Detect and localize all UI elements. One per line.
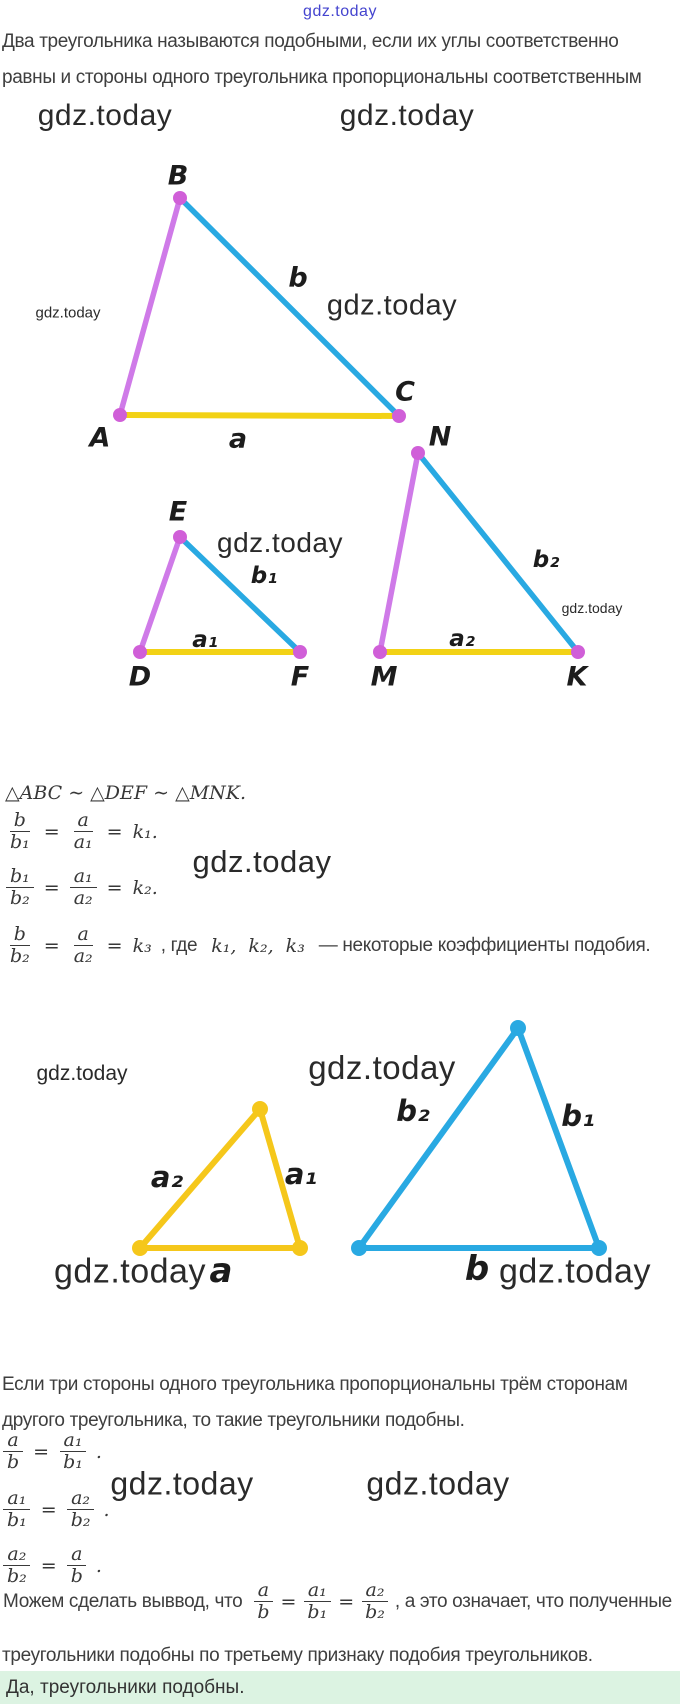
coefficients-note-text: , где	[160, 934, 203, 956]
answer-bar	[0, 1671, 680, 1704]
numerator: b	[10, 924, 30, 946]
side-b1-label: b₁	[250, 563, 278, 589]
side-a-label: a	[228, 423, 248, 455]
numerator: a₁	[60, 1430, 87, 1452]
fraction	[253, 1580, 273, 1624]
denominator: b₂	[70, 1509, 91, 1532]
equals-sign: =	[43, 820, 60, 843]
watermark: gdz.today	[561, 600, 623, 616]
blue-apex-dot	[510, 1020, 526, 1036]
watermark: gdz.today	[110, 1465, 254, 1502]
denominator: b₂	[7, 1565, 27, 1588]
denominator: b₂	[365, 1601, 385, 1624]
numerator: a	[74, 810, 93, 832]
numerator: a₂	[67, 1488, 94, 1510]
watermark: gdz.today	[37, 99, 173, 132]
denominator: a₁	[73, 831, 93, 854]
yellow-apex-dot	[252, 1101, 268, 1117]
coefficient-k1: k₁.	[132, 820, 158, 843]
ratio-row-3	[6, 924, 650, 968]
fraction	[70, 924, 97, 968]
intro-line-2: равны и стороны одного треугольника пропорциональны соответственным	[2, 67, 642, 88]
coefficient-k3: k₃	[132, 934, 152, 957]
denominator: b	[70, 1565, 83, 1588]
equals-sign: =	[280, 1590, 297, 1613]
watermark: gdz.today	[326, 289, 458, 322]
fraction	[3, 1430, 23, 1474]
conclusion-text-post: , а это означает, что полученные	[394, 1590, 672, 1612]
equals-sign: =	[106, 934, 123, 957]
numerator: b	[10, 810, 30, 832]
conclusion-line-2: треугольники подобны по третьему признаку подобия треугольников.	[2, 1645, 593, 1666]
period: .	[95, 1554, 102, 1577]
side-a2-label: a₂	[150, 1160, 184, 1194]
numerator: b₁	[6, 866, 34, 888]
denominator: b	[257, 1601, 270, 1624]
side-a2-label: a₂	[449, 626, 475, 652]
denominator: b₁	[63, 1451, 83, 1474]
denominator: b₂	[10, 945, 30, 968]
fraction	[59, 1430, 87, 1474]
side-de-line	[140, 537, 180, 652]
numerator: a₁	[70, 866, 97, 888]
vertex-d-dot	[133, 645, 147, 659]
coefficient-k2: k₂.	[132, 876, 158, 899]
side-ac-line	[120, 415, 399, 416]
proportion-row-1	[3, 1430, 102, 1474]
vertex-m-label: M	[370, 661, 398, 693]
equals-sign: =	[43, 934, 60, 957]
equals-sign: =	[338, 1590, 355, 1613]
equals-sign: =	[40, 1554, 57, 1577]
numerator: a₁	[304, 1580, 331, 1602]
vertex-e-label: E	[168, 496, 188, 528]
vertex-a-label: A	[89, 422, 111, 454]
watermark: gdz.today	[36, 1062, 128, 1085]
equals-sign: =	[43, 876, 60, 899]
fraction	[6, 924, 34, 968]
similarity-statement: △ABC ∼ △DEF ∼ △MNK.	[5, 782, 247, 804]
ratio-row-1	[6, 810, 158, 854]
vertex-k-label: K	[566, 661, 588, 693]
conclusion-row	[3, 1580, 672, 1624]
fraction	[6, 866, 34, 910]
denominator: b	[7, 1451, 20, 1474]
criterion-line-2: другого треугольника, то такие треугольники подобны.	[2, 1410, 465, 1431]
watermark: gdz.today	[366, 1465, 510, 1502]
vertex-c-dot	[392, 409, 406, 423]
equals-sign: =	[106, 876, 123, 899]
fraction	[6, 810, 34, 854]
side-a1-label: a₁	[284, 1157, 318, 1191]
conclusion-text-pre: Можем сделать выввод, что	[3, 1590, 248, 1612]
equals-sign: =	[33, 1440, 50, 1463]
denominator: a₂	[73, 887, 93, 910]
intro-line-1: Два треугольника называются подобными, если их углы соответственно	[2, 31, 619, 52]
numerator: a	[74, 924, 93, 946]
numerator: a	[3, 1430, 22, 1452]
side-b2-label: b₂	[532, 547, 560, 573]
vertex-a-dot	[113, 408, 127, 422]
vertex-e-dot	[173, 530, 187, 544]
denominator: b₂	[10, 887, 30, 910]
watermark: gdz.today	[54, 1252, 206, 1291]
watermark: gdz.today	[35, 304, 101, 322]
side-ab-line	[120, 198, 180, 415]
vertex-n-dot	[411, 446, 425, 460]
denominator: b₁	[10, 831, 30, 854]
figure-similar-triangles	[0, 140, 680, 700]
numerator: a₂	[362, 1580, 389, 1602]
numerator: a₂	[3, 1544, 30, 1566]
side-b-label: b	[288, 262, 308, 294]
proportion-row-2	[3, 1488, 110, 1532]
answer-text: Да, треугольники подобны.	[6, 1676, 245, 1698]
ratio-row-2	[6, 866, 158, 910]
blue-right-line	[518, 1028, 599, 1248]
fraction	[70, 866, 97, 910]
numerator: a	[254, 1580, 273, 1602]
vertex-b-dot	[173, 191, 187, 205]
equals-sign: =	[40, 1498, 57, 1521]
denominator: a₂	[73, 945, 93, 968]
watermark: gdz.today	[192, 844, 332, 879]
watermark: gdz.today	[339, 99, 475, 132]
vertex-c-label: C	[395, 376, 415, 408]
vertex-f-dot	[293, 645, 307, 659]
watermark: gdz.today	[308, 1049, 456, 1086]
fraction	[303, 1580, 331, 1624]
numerator: a₁	[3, 1488, 30, 1510]
watermark: gdz.today	[499, 1252, 651, 1291]
period: .	[103, 1498, 110, 1521]
coefficients-note-math: k₁, k₂, k₃	[211, 934, 305, 957]
side-mn-line	[380, 453, 418, 652]
side-a1-label: a₁	[192, 627, 218, 653]
watermark: gdz.today	[217, 527, 343, 558]
yellow-right-dot	[292, 1240, 308, 1256]
side-b-label: b	[464, 1249, 490, 1289]
vertex-m-dot	[373, 645, 387, 659]
vertex-k-dot	[571, 645, 585, 659]
vertex-n-label: N	[428, 421, 452, 453]
denominator: b₁	[7, 1509, 27, 1532]
coefficients-note-text: — некоторые коэффициенты подобия.	[313, 934, 651, 956]
site-watermark-top: gdz.today	[303, 3, 377, 20]
side-b2-label: b₂	[396, 1094, 430, 1128]
vertex-b-label: B	[167, 160, 189, 192]
numerator: a	[67, 1544, 86, 1566]
side-b1-label: b₁	[561, 1099, 595, 1133]
criterion-line-1: Если три стороны одного треугольника пропорциональны трём сторонам	[2, 1374, 628, 1395]
side-a-label: a	[209, 1251, 233, 1291]
blue-left-dot	[351, 1240, 367, 1256]
vertex-f-label: F	[290, 661, 310, 693]
equals-sign: =	[106, 820, 123, 843]
fraction	[67, 1488, 95, 1532]
vertex-d-label: D	[128, 661, 152, 693]
denominator: b₁	[307, 1601, 328, 1624]
fraction	[361, 1580, 389, 1624]
fraction	[3, 1488, 31, 1532]
fraction	[70, 810, 97, 854]
period: .	[95, 1440, 102, 1463]
